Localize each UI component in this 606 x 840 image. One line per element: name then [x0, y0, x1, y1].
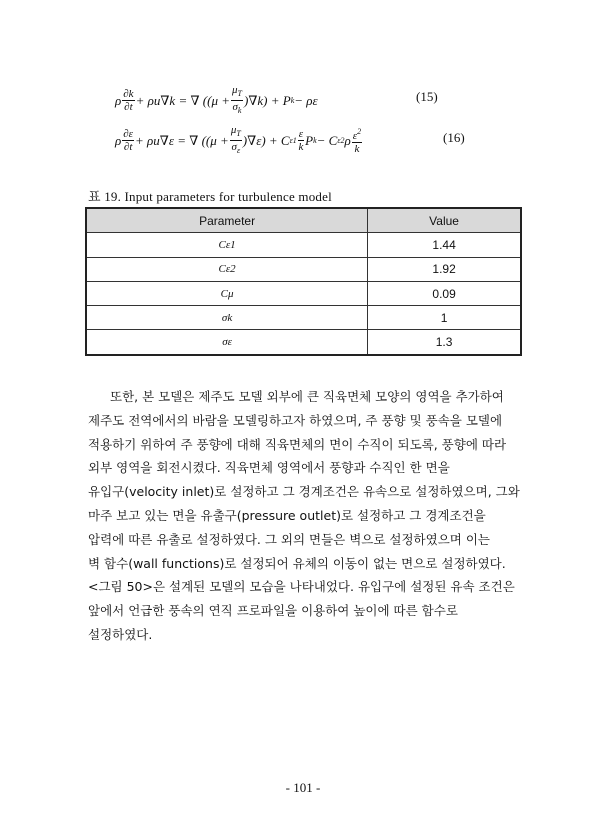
value-cell: 1.92	[368, 257, 521, 281]
param-cell: Cε2	[86, 257, 368, 281]
paragraph-line: 제주도 전역에서의 바람을 모델링하고자 하였으며, 주 풍향 및 풍속을 모델에	[88, 412, 503, 428]
equation-15-number: (15)	[416, 89, 438, 104]
table-row	[86, 306, 521, 330]
table-header-row	[86, 208, 521, 233]
param-cell: σk	[86, 306, 368, 330]
value-cell: 1	[368, 306, 521, 330]
paragraph-line: <그림 50>은 설계된 모델의 모습을 나타내었다. 유입구에 설정된 유속 조건은	[88, 579, 515, 595]
paragraph-line: 설정하였다.	[88, 626, 153, 642]
column-header-parameter: Parameter	[86, 208, 368, 233]
table-row	[86, 233, 521, 257]
paragraph-line: 벽 함수(wall functions)로 설정되어 유체의 이동이 없는 면으로 설정하였다.	[88, 555, 506, 571]
param-cell: Cε1	[86, 233, 368, 257]
page-number: - 101 -	[285, 780, 321, 795]
value-cell: 1.3	[368, 330, 521, 355]
equation-16-number: (16)	[443, 130, 465, 145]
equation-15: ρ $\frac{\partial k}{\partial t}$ + ρu∇k = ∇ ((μ + $\frac{\mu_T}{\sigma_k}$ )∇k) + P k − ρε	[115, 84, 318, 115]
value-cell: 0.09	[368, 281, 521, 305]
equation-16: ρ $\frac{\partial\varepsilon}{\partial t}$ + ρu∇ε = ∇ ((μ + $\frac{\mu_T}{\sigma_\varepsilon}$ )∇ε) + C ε1 $\frac{\varepsilon}{k}$ P k − C ε2 ρ $\frac{\varepsilon^2}{k}$	[115, 124, 362, 155]
paragraph-line: 적용하기 위하여 주 풍향에 대해 직육면체의 면이 수직이 되도록, 풍향에 따라	[88, 436, 507, 452]
table-row	[86, 281, 521, 305]
table-caption: 표 19. Input parameters for turbulence model	[88, 189, 332, 204]
table-row	[86, 257, 521, 281]
paragraph-line: 또한, 본 모델은 제주도 모델 외부에 큰 직육면체 모양의 영역을 추가하여	[110, 389, 504, 404]
paragraph-line: 마주 보고 있는 면을 유출구(pressure outlet)로 설정하고 그 경계조건을	[88, 507, 486, 523]
column-header-value: Value	[368, 208, 521, 233]
body-paragraph	[88, 385, 528, 647]
paragraph-line: 유입구(velocity inlet)로 설정하고 그 경계조건은 유속으로 설정하였으며, 그와	[88, 484, 520, 500]
paragraph-line: 압력에 따른 유출로 설정하였다. 그 외의 면들은 벽으로 설정하였으며 이는	[88, 531, 490, 547]
paragraph-line: 앞에서 언급한 풍속의 연직 프로파일을 이용하여 높이에 따른 함수로	[88, 603, 458, 619]
value-cell: 1.44	[368, 233, 521, 257]
param-cell: Cμ	[86, 281, 368, 305]
table-row	[86, 330, 521, 355]
paragraph-line: 외부 영역을 회전시켰다. 직육면체 영역에서 풍향과 수직인 한 면을	[88, 460, 450, 476]
param-cell: σε	[86, 330, 368, 355]
parameter-table	[85, 207, 522, 356]
